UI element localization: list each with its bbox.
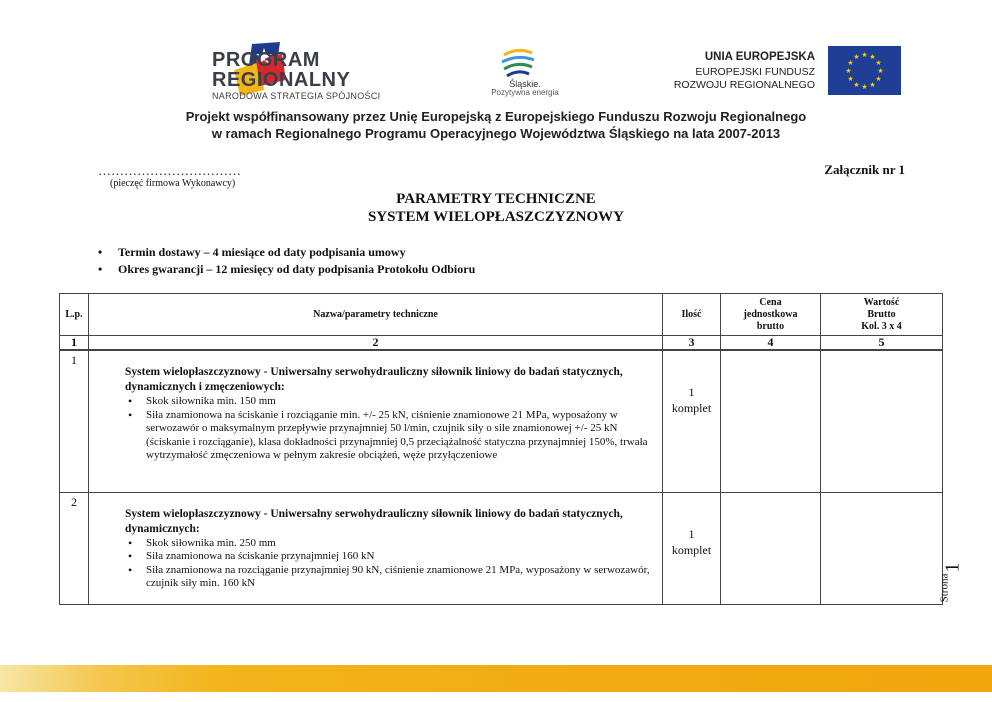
header-total-value: Wartość Brutto Kol. 3 x 4 bbox=[821, 294, 943, 336]
eu-flag-icon bbox=[828, 46, 901, 95]
stamp-dots: …………………………… bbox=[98, 163, 241, 178]
header-lp: L.p. bbox=[60, 294, 89, 336]
svg-text:★: ★ bbox=[861, 83, 868, 91]
row-total-value bbox=[821, 350, 943, 492]
row-heading: System wielopłaszczyznowy - Uniwersalny serwohydrauliczny siłownik liniowy do badań statycznych, dynamicznych: bbox=[125, 507, 623, 535]
svg-text:★: ★ bbox=[877, 67, 884, 75]
page-label: Strona bbox=[938, 573, 951, 603]
slaskie-slogan: Pozytywna energia bbox=[491, 88, 559, 97]
project-funding-line2: w ramach Regionalnego Programu Operacyjnego Województwa Śląskiego na lata 2007-2013 bbox=[211, 126, 781, 141]
row-heading: System wielopłaszczyznowy - Uniwersalny serwohydrauliczny siłownik liniowy do badań statycznych, dynamicznych i zmęczeniowych: bbox=[125, 366, 623, 394]
document-title: PARAMETRY TECHNICZNE bbox=[396, 191, 596, 207]
col-number: 3 bbox=[663, 336, 721, 351]
page-number-marker bbox=[940, 560, 970, 620]
warranty-term: • Okres gwarancji – 12 miesięcy od daty podpisania Protokołu Odbioru bbox=[98, 262, 476, 276]
svg-text:★: ★ bbox=[847, 59, 854, 67]
svg-text:★: ★ bbox=[875, 59, 882, 67]
row-lp: 2 bbox=[60, 492, 89, 604]
page-number: 1 bbox=[941, 562, 964, 573]
svg-text:★: ★ bbox=[869, 81, 876, 89]
column-number-row bbox=[60, 336, 943, 351]
footer-bar bbox=[0, 665, 992, 692]
program-subtitle: NARODOWA STRATEGIA SPÓJNOŚCI bbox=[212, 91, 381, 101]
spec-table bbox=[59, 293, 943, 605]
attachment-label: Załącznik nr 1 bbox=[824, 162, 905, 177]
header-qty: Ilość bbox=[663, 294, 721, 336]
header-name: Nazwa/parametry techniczne bbox=[89, 294, 663, 336]
program-title-line2: REGIONALNY bbox=[212, 69, 351, 91]
table-header-row bbox=[60, 294, 943, 336]
header-unit-price: Cena jednostkowa brutto bbox=[721, 294, 821, 336]
spec-item: • Skok siłownika min. 250 mm bbox=[125, 537, 656, 551]
row-quantity: 1 komplet bbox=[663, 492, 721, 604]
row-unit-price bbox=[721, 350, 821, 492]
col-number: 5 bbox=[821, 336, 943, 351]
spec-item: • Siła znamionowa na ściskanie i rozciąganie min. +/- 25 kN, ciśnienie znamionowe 21 MPa, wyposażony w serwozawór o maksymalnym przepływie przynajmniej 50 l/min, czujnik siły o sile znamionowej +/- 25 kN (ściskanie i rozciąganie), klasa dokładności przynajmniej 0,5 przeciążalność statyczna przynajmniej 150%, trwała wytrzymałość zmęczeniowa w pełnym zakresie obciążeń, węże przyłączeniowe bbox=[125, 409, 656, 463]
delivery-term: • Termin dostawy – 4 miesiące od daty podpisania umowy bbox=[98, 245, 406, 259]
svg-text:★: ★ bbox=[853, 81, 860, 89]
svg-text:★: ★ bbox=[845, 67, 852, 75]
svg-text:★: ★ bbox=[847, 75, 854, 83]
svg-text:★: ★ bbox=[875, 75, 882, 83]
svg-text:★: ★ bbox=[853, 53, 860, 61]
table-row bbox=[60, 492, 943, 604]
spec-item: • Skok siłownika min. 150 mm bbox=[125, 395, 656, 409]
row-description bbox=[89, 492, 663, 604]
row-description bbox=[89, 350, 663, 492]
svg-text:★: ★ bbox=[861, 51, 868, 59]
col-number: 4 bbox=[721, 336, 821, 351]
row-unit-price bbox=[721, 492, 821, 604]
eu-title: UNIA EUROPEJSKA bbox=[704, 51, 815, 63]
row-lp: 1 bbox=[60, 350, 89, 492]
svg-text:★: ★ bbox=[869, 53, 876, 61]
col-number: 2 bbox=[89, 336, 663, 351]
slaskie-logo-icon bbox=[498, 47, 538, 79]
row-quantity: 1 komplet bbox=[663, 350, 721, 492]
col-number: 1 bbox=[60, 336, 89, 351]
project-funding-line1: Projekt współfinansowany przez Unię Europejską z Europejskiego Funduszu Rozwoju Regionalnego bbox=[185, 109, 807, 124]
document-subtitle: SYSTEM WIELOPŁASZCZYZNOWY bbox=[367, 209, 625, 225]
slaskie-name: Śląskie. bbox=[509, 79, 541, 89]
row-total-value bbox=[821, 492, 943, 604]
stamp-label: (pieczęć firmowa Wykonawcy) bbox=[110, 178, 236, 189]
eu-fund-line1: EUROPEJSKI FUNDUSZ bbox=[695, 66, 815, 78]
spec-item: • Siła znamionowa na ściskanie przynajmniej 160 kN bbox=[125, 550, 656, 564]
table-row bbox=[60, 350, 943, 492]
spec-item: • Siła znamionowa na rozciąganie przynajmniej 90 kN, ciśnienie znamionowe 21 MPa, wyposażony w serwozawór, czujnik siły min. 160 kN bbox=[125, 564, 656, 591]
program-title-line1: PROGRAM bbox=[212, 49, 320, 71]
eu-fund-line2: ROZWOJU REGIONALNEGO bbox=[673, 79, 815, 91]
